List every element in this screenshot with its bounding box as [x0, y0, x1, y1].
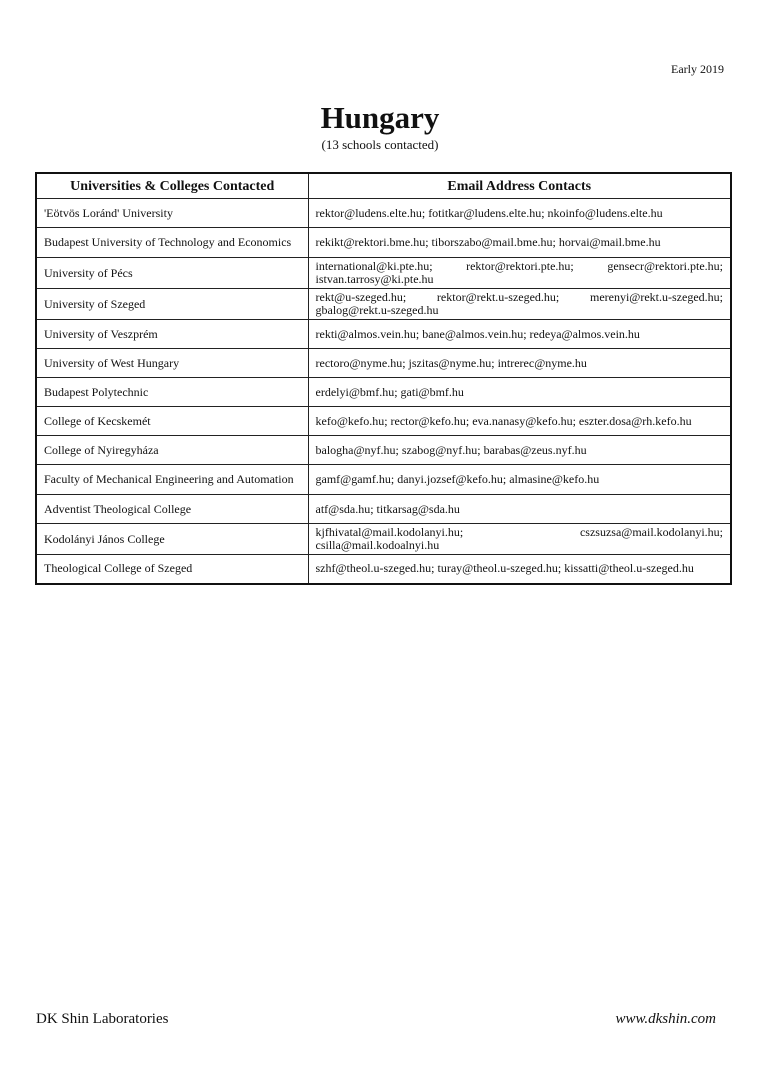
email-contacts: rekt@u-szeged.hu; rektor@rekt.u-szeged.hu; merenyi@rekt.u-szeged.hu; gbalog@rekt.u-szeged.hu [308, 289, 731, 320]
column-header-emails: Email Address Contacts [308, 173, 731, 199]
table-row [36, 465, 731, 495]
school-name: University of Szeged [36, 289, 308, 320]
footer-organization: DK Shin Laboratories [36, 1011, 169, 1027]
table-row [36, 320, 731, 349]
email-contacts: rekti@almos.vein.hu; bane@almos.vein.hu; redeya@almos.vein.hu [308, 320, 731, 349]
table-row [36, 349, 731, 378]
school-name: University of Veszprém [36, 320, 308, 349]
column-header-schools: Universities & Colleges Contacted [36, 173, 308, 199]
school-name: University of Pécs [36, 258, 308, 289]
email-contacts: rectoro@nyme.hu; jszitas@nyme.hu; intrerec@nyme.hu [308, 349, 731, 378]
table-row [36, 436, 731, 465]
school-name: Adventist Theological College [36, 495, 308, 524]
table-row [36, 258, 731, 289]
school-name: Budapest Polytechnic [36, 378, 308, 407]
page-subtitle: (13 schools contacted) [321, 137, 439, 152]
email-contacts: kjfhivatal@mail.kodolanyi.hu; cszsuzsa@mail.kodolanyi.hu; csilla@mail.kodoalnyi.hu [308, 524, 731, 555]
contacts-table [35, 172, 732, 585]
school-name: College of Kecskemét [36, 407, 308, 436]
table-row [36, 524, 731, 555]
page-title: Hungary [320, 100, 440, 135]
email-contacts: erdelyi@bmf.hu; gati@bmf.hu [308, 378, 731, 407]
email-contacts: balogha@nyf.hu; szabog@nyf.hu; barabas@zeus.nyf.hu [308, 436, 731, 465]
school-name: 'Eötvös Loránd' University [36, 199, 308, 228]
school-name: Theological College of Szeged [36, 555, 308, 584]
email-contacts: international@ki.pte.hu; rektor@rektori.pte.hu; gensecr@rektori.pte.hu; istvan.tarrosy@ki.pte.hu [308, 258, 731, 289]
table-header-row [36, 173, 731, 199]
table-row [36, 555, 731, 584]
table-row [36, 407, 731, 436]
email-contacts: kefo@kefo.hu; rector@kefo.hu; eva.nanasy@kefo.hu; eszter.dosa@rh.kefo.hu [308, 407, 731, 436]
school-name: University of West Hungary [36, 349, 308, 378]
email-contacts: atf@sda.hu; titkarsag@sda.hu [308, 495, 731, 524]
school-name: Faculty of Mechanical Engineering and Automation [36, 465, 308, 495]
document-date: Early 2019 [671, 62, 724, 76]
school-name: Kodolányi János College [36, 524, 308, 555]
table-row [36, 378, 731, 407]
email-contacts: rektor@ludens.elte.hu; fotitkar@ludens.elte.hu; nkoinfo@ludens.elte.hu [308, 199, 731, 228]
footer-website: www.dkshin.com [615, 1011, 716, 1027]
school-name: Budapest University of Technology and Economics [36, 228, 308, 258]
table-row [36, 289, 731, 320]
school-name: College of Nyiregyháza [36, 436, 308, 465]
email-contacts: szhf@theol.u-szeged.hu; turay@theol.u-szeged.hu; kissatti@theol.u-szeged.hu [308, 555, 731, 584]
email-contacts: gamf@gamf.hu; danyi.jozsef@kefo.hu; almasine@kefo.hu [308, 465, 731, 495]
table-row [36, 495, 731, 524]
table-row [36, 199, 731, 228]
table-row [36, 228, 731, 258]
email-contacts: rekikt@rektori.bme.hu; tiborszabo@mail.bme.hu; horvai@mail.bme.hu [308, 228, 731, 258]
